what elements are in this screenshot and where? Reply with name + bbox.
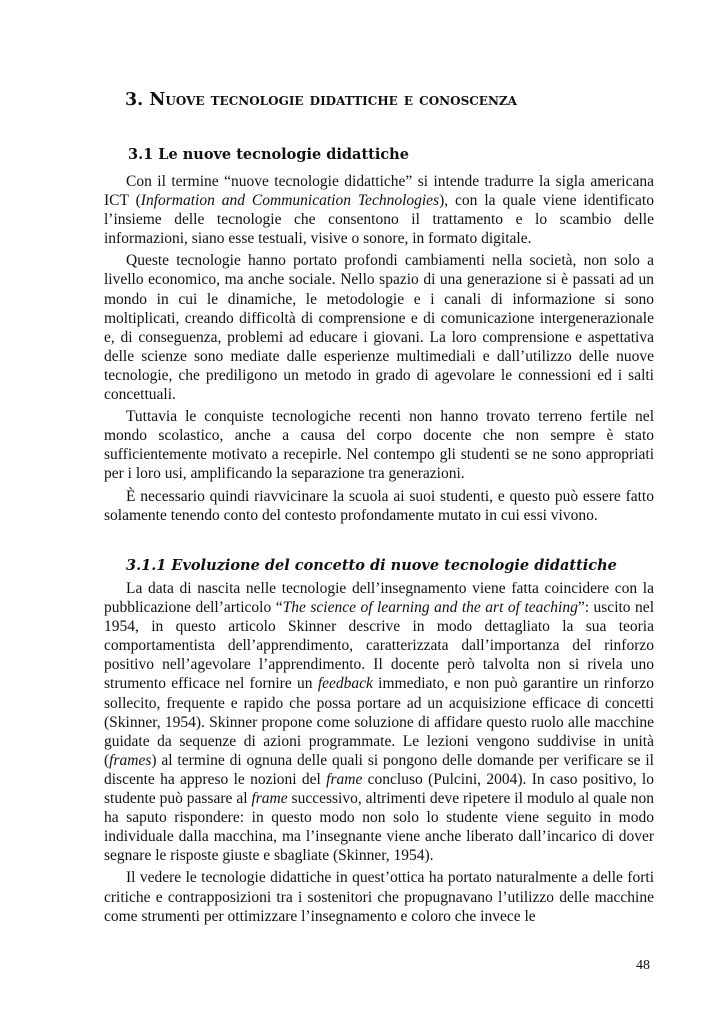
- text-run: ), con la quale viene identificato l’insieme delle tecnologie che consentono il trattamento e lo scambio delle informazioni, siano esse testuali, visive o sonore, in formato digitale.: [104, 192, 654, 248]
- text-run: immediato, e non può garantire un rinforzo sollecito, frequente e rapido che possa portare ad un acquisizione efficace di concetti (Skinner, 1954). Skinner propone come soluzione di affidare questo ruolo alle macchine guidate da sequenze di azioni programmate. Le lezioni vengono suddivise in unità (: [104, 675, 654, 769]
- paragraph: [104, 579, 654, 865]
- text-run: concluso (Pulcini, 2004). In caso positivo, lo studente può passare al: [104, 770, 654, 808]
- subsection-title: 3.1.1 Evoluzione del concetto di nuove tecnologie didattiche: [126, 557, 617, 574]
- section-title: 3.1 Le nuove tecnologie didattiche: [128, 146, 409, 163]
- text-run: ) al termine di ognuna delle quali si pongono delle domande per verificare se il discente ha appreso le nozioni del: [104, 751, 654, 788]
- text-run: successivo, altrimenti deve ripetere il modulo al quale non ha saputo rispondere: in questo modo non solo lo studente viene seguito in modo individuale dalla macchina, ma l’insegnante viene anche liberato dall’incarico di dover segnare le risposte giuste e sbagliate (Skinner, 1954).: [104, 790, 654, 865]
- subsection-body: [104, 579, 654, 929]
- italic-text: Information and Communication Technologies: [140, 192, 440, 210]
- italic-text: The science of learning and the art of teaching: [282, 599, 578, 617]
- chapter-number: 3.: [125, 90, 144, 110]
- paragraph: [104, 407, 654, 483]
- text-run: Queste tecnologie hanno portato profondi cambiamenti nella società, non solo a livello economico, ma anche sociale. Nello spazio di una generazione si è passati ad un mondo in cui le dinamiche, le metodologie e i canali di informazione si sono moltiplicati, creando difficoltà di comprensione e di comunicazione intergenerazionale e, di conseguenza, problemi ad educare i giovani. La loro comprensione e aspettativa delle scienze sono mediate dalle esperienze multimediali e dall’utilizzo delle nuove tecnologie, che prediligono un metodo in grado di agevolare le connessioni ed i salti concettuali.: [104, 252, 654, 404]
- paragraph: [104, 251, 654, 404]
- italic-text: frame: [251, 790, 288, 808]
- paragraph: [104, 172, 654, 248]
- italic-text: frames: [109, 751, 152, 769]
- italic-text: frame: [326, 770, 363, 788]
- chapter-title: [125, 90, 645, 110]
- text-run: ”: uscito nel 1954, in questo articolo Skinner descrive in modo dettagliato la sua teoria comportamentista dell’apprendimento, caratterizzata dall’importanza del rinforzo positivo nell’agevolare l’apprendimento. Il docente però talvolta non si rivela uno strumento efficace nel fornire un: [104, 599, 654, 693]
- section-body: [104, 172, 654, 528]
- chapter-title-text: Nuove tecnologie didattiche e conoscenza: [149, 90, 517, 110]
- italic-text: feedback: [317, 675, 373, 693]
- paragraph: [104, 487, 654, 525]
- text-run: La data di nascita nelle tecnologie dell’insegnamento viene fatta coincidere con la pubblicazione dell’articolo “: [104, 580, 654, 617]
- text-run: Il vedere le tecnologie didattiche in quest’ottica ha portato naturalmente a delle forti critiche e contrapposizioni tra i sostenitori che propugnavano l’utilizzo delle macchine come strumenti per ottimizzare l’insegnamento e coloro che invece le: [104, 869, 654, 925]
- paragraph: [104, 868, 654, 925]
- page-number: 48: [636, 958, 650, 973]
- text-run: Tuttavia le conquiste tecnologiche recenti non hanno trovato terreno fertile nel mondo scolastico, anche a causa del corpo docente che non sempre è stato sufficientemente motivato a recepirle. Nel contempo gli studenti se ne sono appropriati per i loro usi, amplificando la separazione tra generazioni.: [104, 408, 654, 483]
- text-run: È necessario quindi riavvicinare la scuola ai suoi studenti, e questo può essere fatto solamente tenendo conto del contesto profondamente mutato in cui essi vivono.: [104, 487, 654, 524]
- text-run: Con il termine “nuove tecnologie didattiche” si intende tradurre la sigla americana ICT (: [104, 173, 654, 210]
